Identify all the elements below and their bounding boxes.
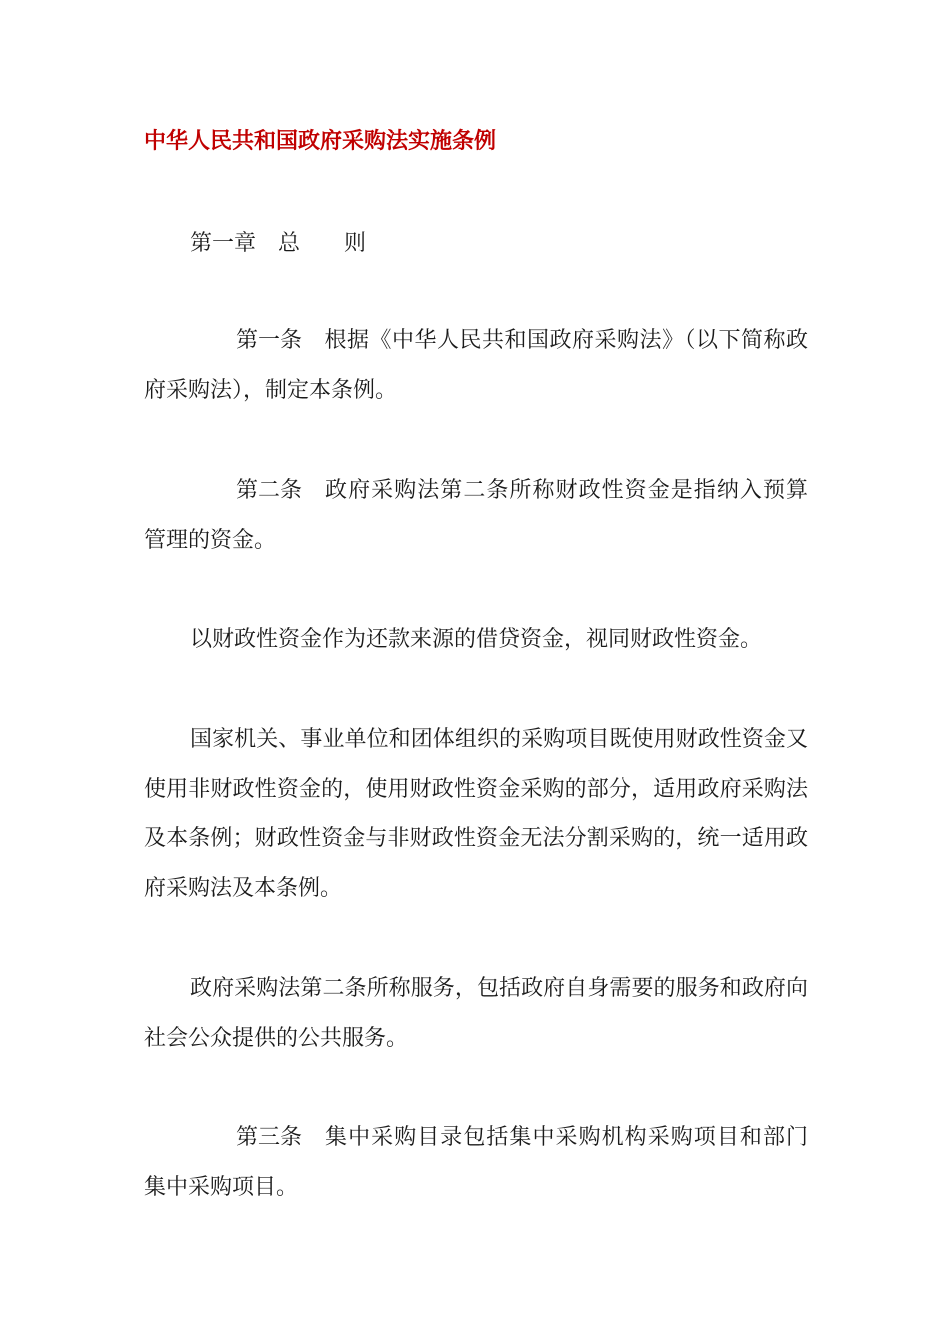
paragraph-text: 根据《中华人民共和国政府采购法》（以下简称政府采购法），制定本条例。	[144, 328, 808, 403]
chapter-name-part2: 则	[344, 231, 367, 256]
paragraph-article-1	[144, 316, 808, 415]
paragraph-article-2-clause-2	[144, 615, 808, 665]
paragraph-text: 集中采购目录包括集中采购机构采购项目和部门集中采购项目。	[144, 1125, 808, 1200]
article-number: 第一条	[236, 328, 303, 353]
paragraph-article-2	[144, 466, 808, 565]
paragraph-text: 以财政性资金作为还款来源的借贷资金，视同财政性资金。	[190, 627, 763, 652]
paragraph-text: 政府采购法第二条所称服务，包括政府自身需要的服务和政府向社会公众提供的公共服务。	[144, 976, 808, 1051]
paragraph-text: 国家机关、事业单位和团体组织的采购项目既使用财政性资金又使用非财政性资金的，使用财政性资金采购的部分，适用政府采购法及本条例；财政性资金与非财政性资金无法分割采购的，统一适用政府采购法及本条例。	[144, 727, 808, 901]
article-number: 第三条	[236, 1125, 303, 1150]
paragraph-text: 政府采购法第二条所称财政性资金是指纳入预算管理的资金。	[144, 478, 808, 553]
paragraph-article-3	[144, 1113, 808, 1212]
document-title: 中华人民共和国政府采购法实施条例	[144, 128, 497, 154]
article-number: 第二条	[236, 478, 303, 503]
chapter-number: 第一章	[190, 231, 257, 256]
chapter-name-part1: 总	[278, 231, 301, 256]
paragraph-article-2-clause-4	[144, 964, 808, 1063]
paragraph-article-2-clause-3	[144, 715, 808, 913]
chapter-heading	[190, 226, 366, 257]
